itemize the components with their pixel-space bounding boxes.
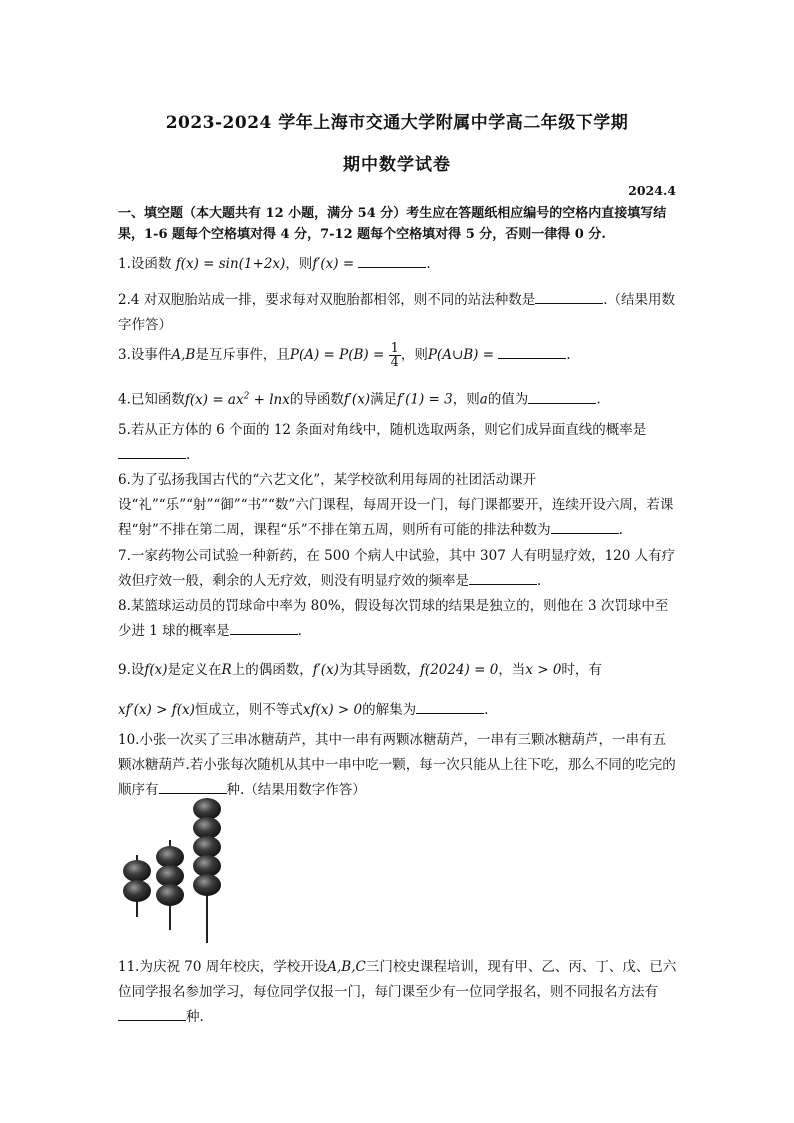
q5-text: 5.若从正方体的 6 个面的 12 条面对角线中，随机选取两条，则它们成异面直线的概率是 xyxy=(118,422,647,438)
tanghulu-illustration xyxy=(122,795,232,945)
q6-text: 6.为了弘扬我国古代的“六艺文化”，某学校欲利用每周的社团活动课开设“礼”“乐”“射”“御”“书”“数”六门课程，每周开设一门，每门课都要开，连续开设六周，若课程“射”不排在第二周，课程“乐”不排在第五周，则所有可能的排法种数为 xyxy=(118,472,674,538)
q8-end: . xyxy=(297,623,302,639)
answer-blank[interactable] xyxy=(551,520,619,534)
exam-date: 2024.4 xyxy=(628,183,676,198)
q9-ineq2: xf(x) > 0 xyxy=(302,702,363,718)
q4-mid2: 满足 xyxy=(370,391,398,408)
q1-prefix: 1.设函数 xyxy=(118,256,172,272)
q9-fp: f′(x) xyxy=(312,662,339,678)
q9-mid4: ，当 xyxy=(498,662,526,678)
q9-mid3: 为其导函数， xyxy=(338,662,420,678)
q4-mid3: ，则 xyxy=(452,391,480,408)
q1-derivative: f′(x) = xyxy=(312,256,355,272)
q9-mid5: 恒成立，则不等式 xyxy=(194,702,303,718)
answer-blank[interactable] xyxy=(416,700,484,714)
q1-function: f(x) = sin(1+2x) xyxy=(175,256,286,272)
q1-end: . xyxy=(426,256,431,272)
q3-events: A,B xyxy=(171,347,196,363)
q9-line1-end: 时，有 xyxy=(561,662,602,678)
q4-mid: 的导函数 xyxy=(289,391,344,408)
q2-end: .（结果用数字作答） xyxy=(118,292,676,333)
q9-end: . xyxy=(484,702,489,718)
q2-text: 2.4 对双胞胎站成一排，要求每对双胞胎都相邻，则不同的站法种数是 xyxy=(118,292,536,308)
q8-text: 8.某篮球运动员的罚球命中率为 80%，假设每次罚球的结果是独立的，则他在 3 次罚球中至少进 1 球的概率是 xyxy=(118,598,669,639)
question-7 xyxy=(118,544,678,594)
answer-blank[interactable] xyxy=(535,290,603,304)
q9-R: R xyxy=(221,662,232,678)
answer-blank[interactable] xyxy=(159,780,227,794)
q9-cond: f(2024) = 0 xyxy=(419,662,499,678)
q4-condition: f′(1) = 3 xyxy=(397,391,453,408)
question-1 xyxy=(118,252,678,277)
question-10 xyxy=(118,728,678,803)
fraction-numerator: 1 xyxy=(390,341,399,356)
q3-expr: P(A) = P(B) = xyxy=(289,347,385,363)
q3-mid2: ，则 xyxy=(400,347,428,363)
q3-end: . xyxy=(566,347,571,363)
q3-mid: 是互斥事件，且 xyxy=(195,347,290,363)
q7-end: . xyxy=(537,573,542,589)
question-3 xyxy=(118,340,678,370)
q4-function: $f(x) = ax^2 + \ln x$ xyxy=(184,391,290,408)
q9-f: f(x) xyxy=(144,662,168,678)
question-8 xyxy=(118,594,678,644)
question-6 xyxy=(118,468,678,543)
answer-blank[interactable] xyxy=(358,254,426,268)
q3-prefix: 3.设事件 xyxy=(118,347,172,363)
q10-end: 种.（结果用数字作答） xyxy=(226,782,366,798)
q9-ineq: xf′(x) > f(x) xyxy=(118,702,195,718)
answer-blank[interactable] xyxy=(528,390,596,404)
answer-blank[interactable] xyxy=(498,345,566,359)
q9-line2-end: 的解集为 xyxy=(362,702,417,718)
question-4 xyxy=(118,384,678,413)
q3-expr2: P(A∪B) = xyxy=(427,347,495,363)
q9-prefix: 9.设 xyxy=(118,662,145,678)
q4-prefix: 4.已知函数 xyxy=(118,391,185,408)
q11-text: 三门校史课程培训，现有甲、乙、丙、丁、戊、已六位同学报名参加学习，每位同学仅报一门，每门课至少有一位同学报名，则不同报名方法有 xyxy=(118,959,677,1000)
exam-subtitle: 期中数学试卷 xyxy=(343,155,451,175)
q4-end: 的值为 xyxy=(487,391,529,408)
q1-mid: ，则 xyxy=(285,256,313,272)
q4-derivative: f′(x) xyxy=(343,391,371,408)
answer-blank[interactable] xyxy=(230,621,298,635)
exam-title: 2023-2024 学年上海市交通大学附属中学高二年级下学期 xyxy=(165,113,629,133)
q5-end: . xyxy=(186,447,191,463)
q11-prefix: 11.为庆祝 70 周年校庆，学校开设 xyxy=(118,959,328,975)
q9-mid2: 上的偶函数， xyxy=(231,662,313,678)
q11-courses: A,B,C xyxy=(327,959,366,975)
answer-blank[interactable] xyxy=(118,1007,186,1021)
question-9 xyxy=(118,650,678,730)
answer-blank[interactable] xyxy=(469,571,537,585)
question-11 xyxy=(118,955,678,1030)
q4-var: a xyxy=(479,391,488,408)
q9-xgt: x > 0 xyxy=(525,662,562,678)
answer-blank[interactable] xyxy=(118,445,186,459)
q7-text: 7.一家药物公司试验一种新药，在 500 个病人中试验，其中 307 人有明显疗效，120 人有疗效但疗效一般，剩余的人无疗效，则没有明显疗效的频率是 xyxy=(118,548,676,589)
question-2 xyxy=(118,288,678,338)
q9-mid: 是定义在 xyxy=(167,662,222,678)
q4-end2: . xyxy=(596,391,601,408)
q11-end: 种. xyxy=(186,1009,204,1025)
q3-fraction xyxy=(389,342,401,369)
fraction-denominator: 4 xyxy=(390,355,399,370)
question-5 xyxy=(118,418,678,468)
q10-text: 10.小张一次买了三串冰糖葫芦，其中一串有两颗冰糖葫芦，一串有三颗冰糖葫芦，一串有五颗冰糖葫芦.若小张每次随机从其中一串中吃一颗，每一次只能从上往下吃，那么不同的吃完的顺序有 xyxy=(118,732,676,798)
q6-end: . xyxy=(618,522,623,538)
section-header: 一、填空题（本大题共有 12 小题，满分 54 分）考生应在答题纸相应编号的空格内直接填写结果，1-6 题每个空格填对得 4 分，7-12 题每个空格填对得 5 分，否则一律得 0 分. xyxy=(118,206,667,242)
